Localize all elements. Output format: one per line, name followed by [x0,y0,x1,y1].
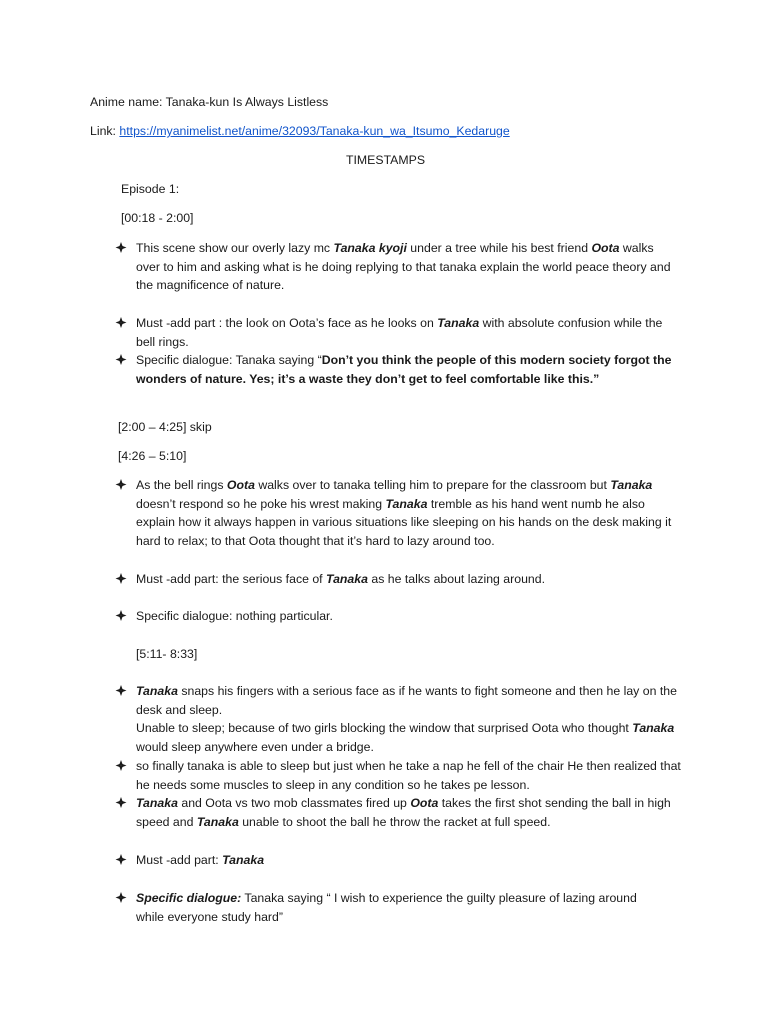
bullet-4: As the bell rings Oota walks over to tanaka telling him to prepare for the classroom but Tanaka doesn’t respond so he poke his wrest making Tanaka tremble as his hand went numb he also explain how it always happen in various situations like sleeping on his hands on the desk making it hard to relax; to that Oota thought that it’s hard to lazy around too. [136,478,672,548]
anime-name-line [90,93,328,111]
bullet-1: This scene show our overly lazy mc Tanaka kyoji under a tree while his best friend Oota walks over to him and asking what is he doing replying to that tanaka explain the world peace theory and the magnificence of nature. [136,241,671,293]
anime-name-value: Tanaka-kun Is Always Listless [165,95,329,109]
character-name: Tanaka [326,572,368,586]
episode-heading: Episode 1: [121,182,180,196]
diamond-bullet-icon [114,351,128,369]
character-name: Tanaka [632,721,675,736]
link-label: Link: [90,124,116,138]
character-name: Tanaka [610,478,653,492]
character-name: Tanaka [136,796,178,810]
character-name: Oota [591,241,620,255]
document-title: TIMESTAMPS [346,153,426,167]
diamond-bullet-icon [114,314,128,332]
anime-name-label: Anime name: [90,95,163,109]
character-name: Tanaka kyoji [333,241,407,255]
bullet-9: Tanaka and Oota vs two mob classmates fired up Oota takes the first shot sending the ball in high speed and Tanaka unable to shoot the ball he throw the racket at full speed. [136,796,671,829]
character-name: Tanaka [437,316,480,330]
bullet-6: Specific dialogue: nothing particular. [136,609,333,623]
bullet-7: Tanaka snaps his fingers with a serious face as if he wants to fight someone and then he lay on the desk and sleep. Unable to sleep; because of two girls blocking the window that surprised Oota who thought Tanaka would sleep anywhere even under a bridge. [136,684,677,754]
timestamp-4: [5:11- 8:33] [136,647,198,661]
bullet-2: Must -add part : the look on Oota’s face as he looks on Tanaka with absolute confusion while the bell rings. [136,316,663,349]
timestamp-1: [00:18 - 2:00] [121,211,194,225]
timestamp-2: [2:00 – 4:25] skip [118,420,212,434]
character-name: Tanaka [196,814,239,829]
character-name: Oota [410,796,439,810]
anime-link[interactable]: https://myanimelist.net/anime/32093/Tanaka-kun_wa_Itsumo_Kedaruge [119,124,510,138]
bullet-3: Specific dialogue: Tanaka saying “Don’t you think the people of this modern society forgot the wonders of nature. Yes; it’s a waste they don’t get to feel comfortable like this.” [136,353,672,386]
diamond-bullet-icon [114,889,128,907]
bullet-10: Must -add part: Tanaka [136,853,265,867]
diamond-bullet-icon [114,757,128,775]
diamond-bullet-icon [114,239,128,257]
dialogue-label: Specific dialogue: [136,891,242,905]
link-line [90,122,510,140]
timestamp-3: [4:26 – 5:10] [118,449,187,463]
dialogue-quote: Don’t you think the people of this modern society forgot the wonders of nature. Yes; it’s a waste they don’t get to feel comfortable like this.” [136,353,672,386]
bullet-11: Specific dialogue: Tanaka saying “ I wish to experience the guilty pleasure of lazing around while everyone study hard” [136,891,637,924]
diamond-bullet-icon [114,682,128,700]
character-name: Tanaka [385,496,428,511]
diamond-bullet-icon [114,851,128,869]
diamond-bullet-icon [114,794,128,812]
diamond-bullet-icon [114,607,128,625]
diamond-bullet-icon [114,570,128,588]
diamond-bullet-icon [114,476,128,494]
bullet-5: Must -add part: the serious face of Tanaka as he talks about lazing around. [136,572,546,586]
bullet-8: so finally tanaka is able to sleep but just when he take a nap he fell of the chair He then realized that he needs some muscles to sleep in any condition so he takes pe lesson. [136,759,681,792]
character-name: Oota [226,478,255,492]
character-name: Tanaka [136,684,178,698]
character-name: Tanaka [222,853,265,867]
